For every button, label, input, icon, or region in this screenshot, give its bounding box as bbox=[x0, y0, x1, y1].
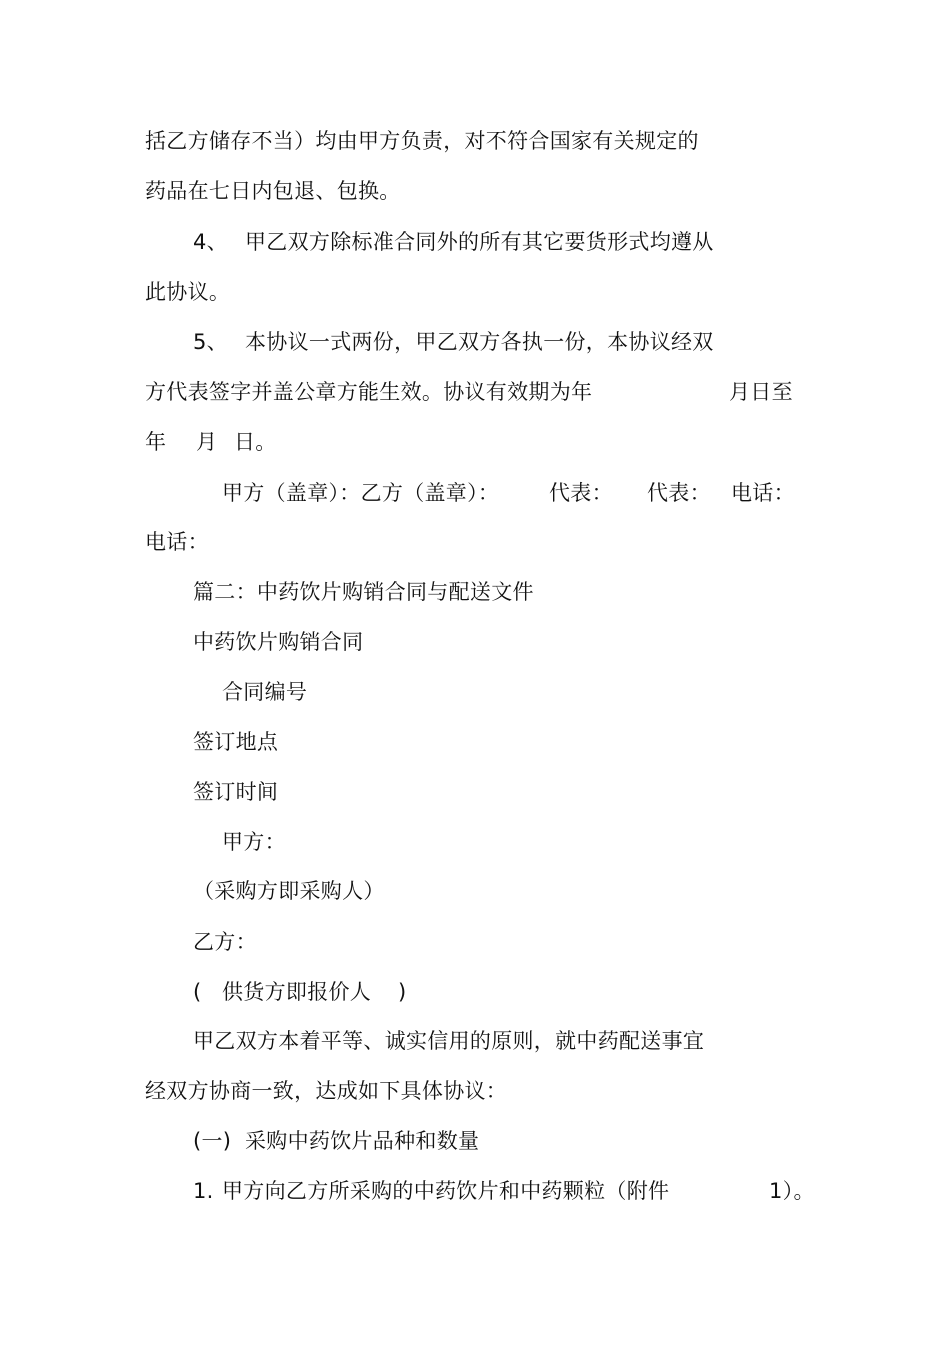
date-year: 年 bbox=[145, 430, 167, 454]
text-line-2: 药品在七日内包退、包换。 bbox=[145, 179, 401, 203]
text-line-1: 括乙方储存不当）均由甲方负责，对不符合国家有关规定的 bbox=[145, 129, 699, 153]
signing-time-label: 签订时间 bbox=[193, 780, 279, 804]
date-day: 日。 bbox=[234, 430, 277, 454]
date-month: 月 bbox=[196, 430, 218, 454]
text-line-5: 本协议一式两份，甲乙双方各执一份，本协议经双 bbox=[245, 330, 714, 354]
text-line-agreement: 甲乙双方本着平等、诚实信用的原则，就中药配送事宜 bbox=[193, 1029, 705, 1053]
text-line-3: 甲乙双方除标准合同外的所有其它要货形式均遵从 bbox=[245, 230, 714, 254]
clause-1-attachment: 1）。 bbox=[769, 1179, 815, 1203]
contract-title: 中药饮片购销合同 bbox=[193, 630, 364, 654]
contract-number-label: 合同编号 bbox=[222, 680, 308, 704]
subsection-title: 采购中药饮片品种和数量 bbox=[245, 1129, 480, 1153]
party-a-phone: 电话： bbox=[731, 481, 795, 505]
party-b-role-close: ) bbox=[398, 980, 407, 1004]
text-line-agreement-2: 经双方协商一致，达成如下具体协议： bbox=[145, 1079, 508, 1103]
text-line-6-end: 月日至 bbox=[729, 380, 793, 404]
text-line-4: 此协议。 bbox=[145, 280, 231, 304]
party-a-representative: 代表： bbox=[549, 481, 613, 505]
subsection-number: (一) bbox=[193, 1129, 232, 1153]
item-number-5: 5、 bbox=[193, 330, 228, 354]
party-b-role-open: ( bbox=[193, 980, 202, 1004]
party-b-label: 乙方： bbox=[193, 930, 257, 954]
signing-place-label: 签订地点 bbox=[193, 730, 279, 754]
party-b-representative: 代表： bbox=[647, 481, 711, 505]
clause-1-text: 甲方向乙方所采购的中药饮片和中药颗粒（附件 bbox=[222, 1179, 670, 1203]
item-number-4: 4、 bbox=[193, 230, 228, 254]
text-line-6: 方代表签字并盖公章方能生效。协议有效期为年 bbox=[145, 380, 593, 404]
signature-parties: 甲方（盖章）：乙方（盖章）： bbox=[222, 481, 500, 505]
party-a-label: 甲方： bbox=[222, 830, 286, 854]
section-heading: 篇二：中药饮片购销合同与配送文件 bbox=[193, 580, 534, 604]
party-b-role: 供货方即报价人 bbox=[222, 980, 372, 1004]
clause-number-1: 1. bbox=[193, 1179, 214, 1203]
party-b-phone: 电话： bbox=[145, 530, 209, 554]
party-a-role: （采购方即采购人） bbox=[193, 879, 385, 903]
